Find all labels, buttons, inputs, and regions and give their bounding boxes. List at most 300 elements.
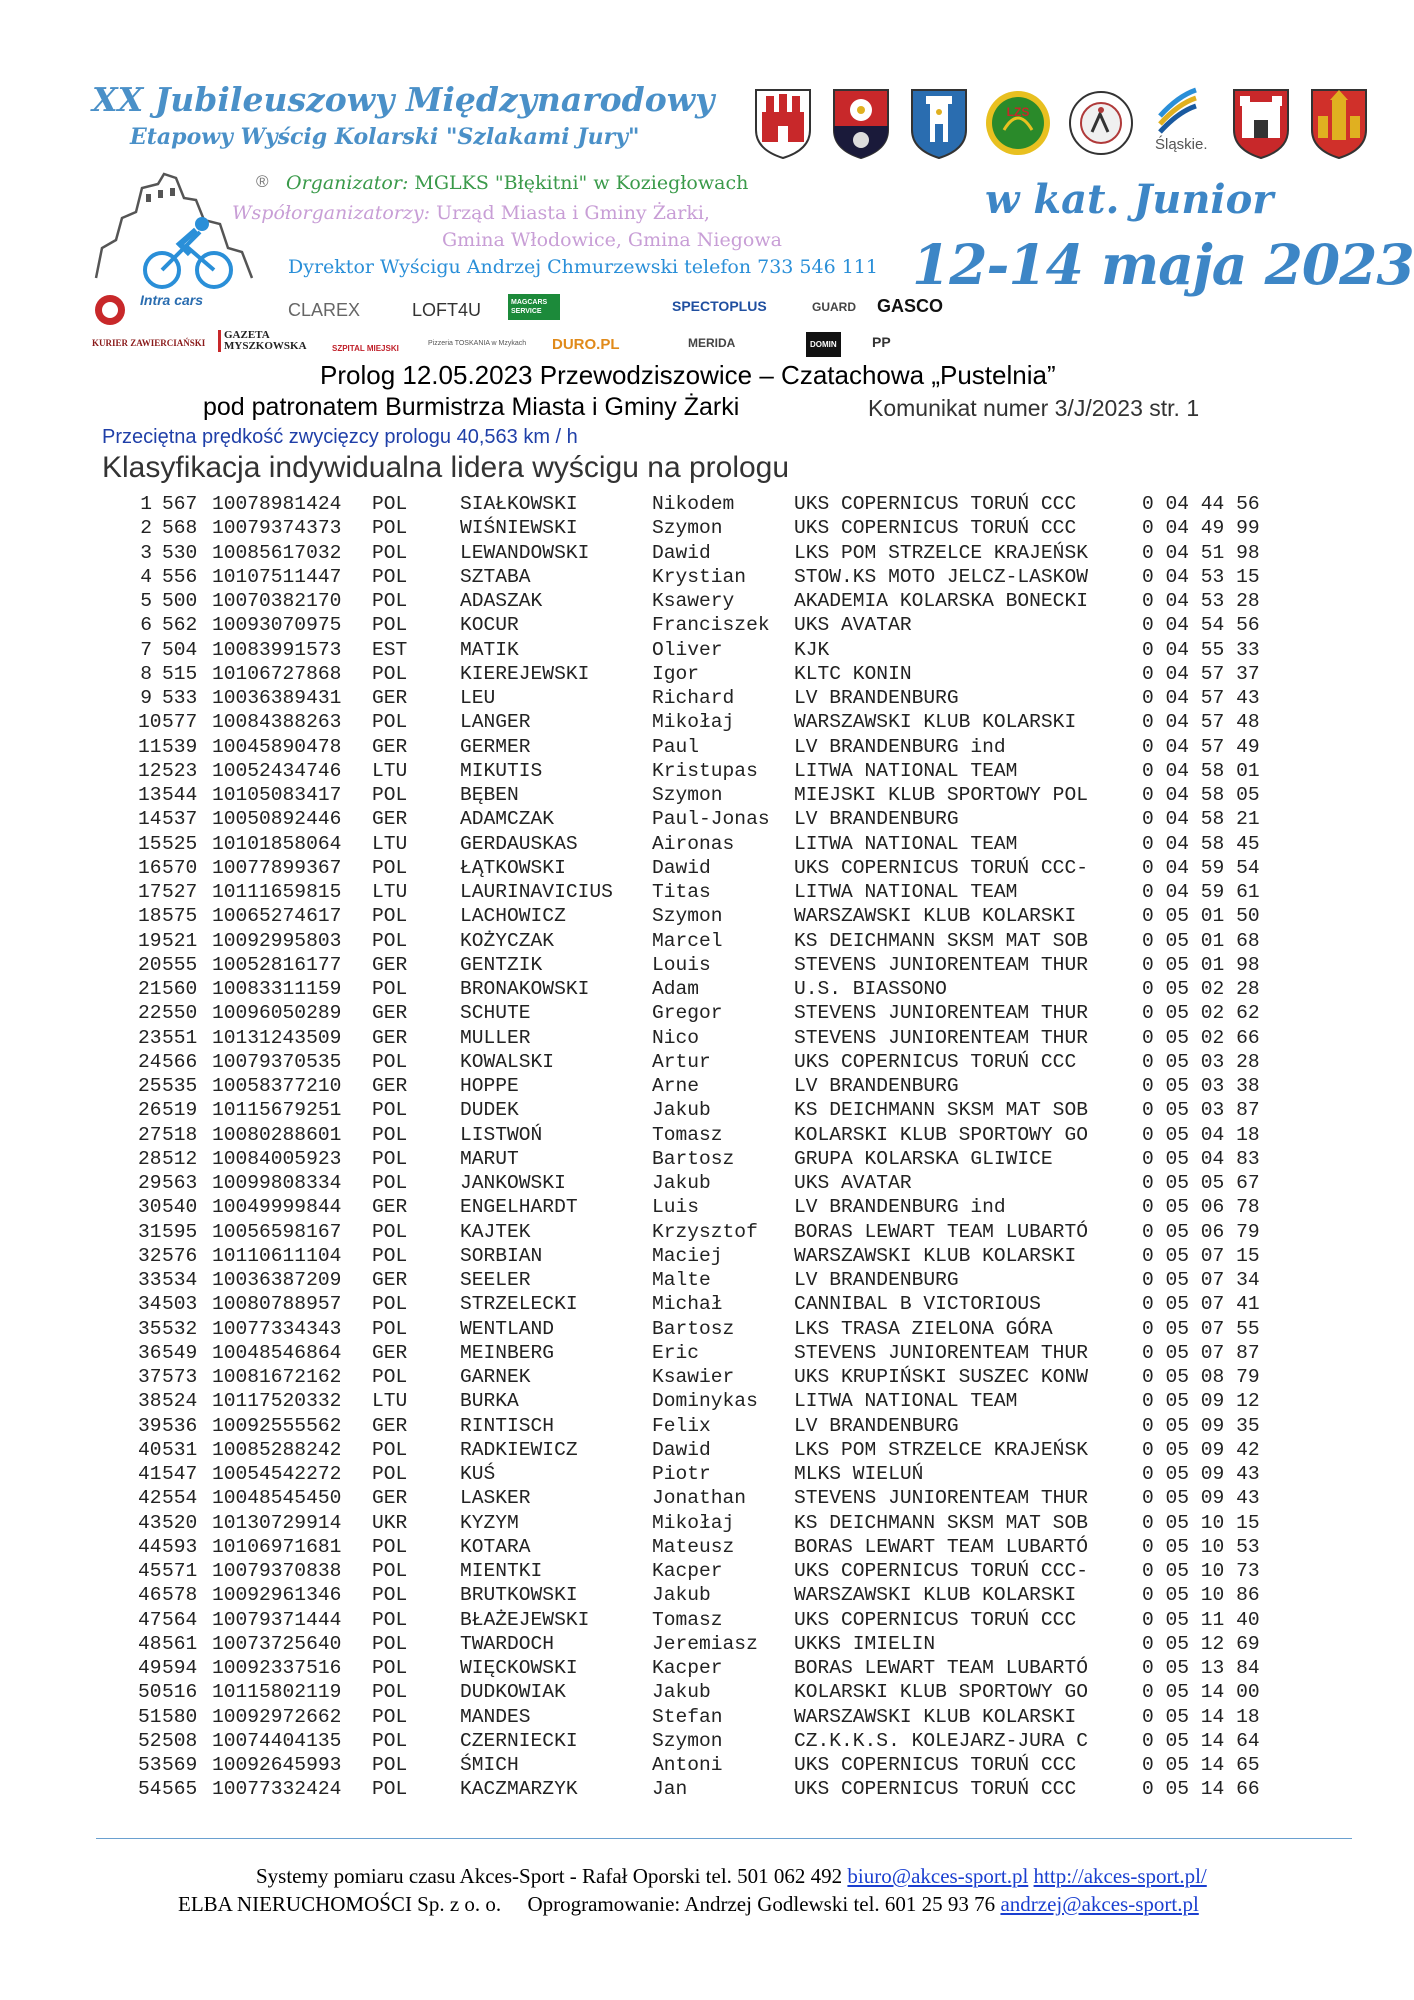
result-uci-id: 10131243509 [212, 1026, 342, 1049]
result-position: 26 [138, 1099, 162, 1122]
result-team: UKS AVATAR [794, 614, 912, 637]
result-team: LV BRANDENBURG [794, 1269, 959, 1291]
result-uci-id: 10079374373 [212, 517, 342, 540]
result-surname: STRZELECKI [460, 1293, 578, 1316]
result-uci-id: 10077899367 [212, 856, 342, 879]
result-position: 37 [138, 1366, 162, 1388]
sponsor-clarex: CLAREX [288, 300, 361, 320]
result-time: 0 04 59 61 [1142, 881, 1260, 903]
result-bib: 561 [162, 1632, 198, 1655]
result-nation: LTU [372, 832, 408, 855]
result-surname: SCHUTE [460, 1002, 531, 1025]
result-position: 28 [138, 1147, 162, 1170]
result-nation: POL [372, 1172, 408, 1194]
prolog-title: Prolog 12.05.2023 Przewodziszowice – Czatachowa „Pustelnia” [320, 360, 1056, 390]
result-team: UKS AVATAR [794, 1172, 912, 1194]
result-team: UKS COPERNICUS TORUŃ CCC- [794, 1560, 1088, 1582]
result-firstname: Franciszek [652, 614, 770, 637]
result-team: LKS POM STRZELCE KRAJEŃSK [794, 541, 1088, 564]
result-uci-id: 10036387209 [212, 1269, 342, 1291]
result-firstname: Louis [652, 953, 711, 976]
result-uci-id: 10092995803 [212, 929, 342, 952]
mglks-logo-icon [1068, 86, 1134, 160]
result-team: WARSZAWSKI KLUB KOLARSKI [794, 1244, 1077, 1267]
red-tower-crest-icon [1308, 86, 1370, 160]
result-surname: HOPPE [460, 1075, 519, 1097]
result-bib: 565 [162, 1778, 198, 1801]
event-subtitle: Etapowy Wyścig Kolarski "Szlakami Jury" [130, 124, 640, 150]
result-bib: 575 [162, 905, 198, 928]
result-nation: POL [372, 590, 408, 612]
result-bib: 593 [162, 1535, 198, 1558]
result-nation: POL [372, 1560, 408, 1582]
result-bib: 555 [162, 953, 198, 976]
result-firstname: Aironas [652, 832, 735, 855]
sponsor-logo-icon [92, 294, 128, 329]
result-team: LV BRANDENBURG [794, 1075, 959, 1097]
result-uci-id: 10083311159 [212, 978, 342, 1000]
result-bib: 503 [162, 1293, 198, 1316]
result-nation: POL [372, 1317, 408, 1340]
result-bib: 580 [162, 1705, 198, 1728]
result-time: 0 05 03 87 [1142, 1099, 1260, 1122]
result-position: 15 [138, 832, 162, 855]
result-team: BORAS LEWART TEAM LUBARTÓ [794, 1657, 1088, 1679]
sponsor-gasco: GASCO [877, 296, 944, 316]
result-team: UKS COPERNICUS TORUŃ CCC [794, 517, 1077, 540]
result-uci-id: 10083991573 [212, 638, 342, 661]
result-bib: 562 [162, 614, 198, 637]
result-bib: 576 [162, 1244, 198, 1267]
result-surname: BRUTKOWSKI [460, 1584, 578, 1607]
result-uci-id: 10092961346 [212, 1584, 342, 1607]
result-bib: 521 [162, 929, 198, 952]
result-uci-id: 10099808334 [212, 1172, 342, 1194]
result-surname: TWARDOCH [460, 1632, 555, 1655]
crests-row [752, 86, 1377, 162]
result-bib: 540 [162, 1196, 198, 1219]
result-uci-id: 10079370838 [212, 1560, 342, 1582]
result-team: LITWA NATIONAL TEAM [794, 759, 1018, 782]
result-nation: POL [372, 1366, 408, 1388]
result-bib: 518 [162, 1123, 198, 1146]
result-position: 20 [138, 953, 162, 976]
result-firstname: Adam [652, 978, 700, 1000]
result-team: KJK [794, 638, 830, 661]
result-nation: GER [372, 1341, 408, 1364]
result-team: KS DEICHMANN SKSM MAT SOB [794, 1099, 1088, 1122]
classification-title: Klasyfikacja indywidualna lidera wyścigu na prologu [102, 451, 790, 484]
result-team: UKS COPERNICUS TORUŃ CCC [794, 1050, 1077, 1073]
result-bib: 512 [162, 1147, 198, 1170]
result-firstname: Nikodem [652, 493, 735, 515]
result-position: 50 [138, 1681, 162, 1704]
result-bib: 549 [162, 1341, 198, 1364]
result-position: 51 [138, 1705, 162, 1728]
result-bib: 567 [162, 493, 198, 515]
result-surname: MATIK [460, 638, 519, 661]
result-position: 33 [138, 1269, 162, 1291]
result-time: 0 05 01 50 [1142, 905, 1260, 928]
result-nation: POL [372, 1050, 408, 1073]
result-team: U.S. BIASSONO [794, 978, 947, 1000]
result-bib: 568 [162, 517, 198, 540]
result-time: 0 04 59 54 [1142, 856, 1260, 879]
result-time: 0 05 02 28 [1142, 978, 1260, 1000]
result-time: 0 05 14 64 [1142, 1729, 1260, 1752]
result-time: 0 05 09 35 [1142, 1414, 1260, 1437]
result-bib: 519 [162, 1099, 198, 1122]
result-surname: WIĘCKOWSKI [460, 1657, 578, 1679]
result-nation: POL [372, 1463, 408, 1485]
result-position: 21 [138, 978, 162, 1000]
result-nation: POL [372, 1220, 408, 1243]
result-time: 0 04 57 37 [1142, 662, 1260, 685]
tower-crest-icon [908, 86, 970, 160]
result-surname: GERDAUSKAS [460, 832, 578, 855]
result-nation: POL [372, 493, 408, 515]
result-nation: POL [372, 711, 408, 734]
result-uci-id: 10085288242 [212, 1438, 342, 1461]
result-nation: POL [372, 1438, 408, 1461]
result-position: 39 [138, 1414, 162, 1437]
result-time: 0 05 05 67 [1142, 1172, 1260, 1194]
result-time: 0 05 11 40 [1142, 1608, 1260, 1631]
result-surname: MEINBERG [460, 1341, 555, 1364]
result-nation: POL [372, 1632, 408, 1655]
result-surname: KOWALSKI [460, 1050, 555, 1073]
result-firstname: Artur [652, 1050, 711, 1073]
result-nation: EST [372, 638, 408, 661]
result-firstname: Eric [652, 1341, 700, 1364]
result-position: 17 [138, 881, 162, 903]
result-uci-id: 10085617032 [212, 541, 342, 564]
sponsor-kurier: KURIER ZAWIERCIAŃSKI [92, 338, 206, 348]
result-firstname: Luis [652, 1196, 700, 1219]
result-team: STEVENS JUNIORENTEAM THUR [794, 1026, 1088, 1049]
result-surname: LEU [460, 687, 496, 709]
result-firstname: Nico [652, 1026, 700, 1049]
result-surname: KACZMARZYK [460, 1778, 578, 1801]
result-uci-id: 10092645993 [212, 1754, 342, 1776]
result-time: 0 04 58 21 [1142, 808, 1260, 831]
winner-speed: Przeciętna prędkość zwycięzcy prologu 40,563 km / h [102, 426, 578, 448]
result-time: 0 05 01 98 [1142, 953, 1260, 976]
organizer-name: MGLKS "Błękitni" w Koziegłowach [414, 172, 749, 194]
result-time: 0 05 03 28 [1142, 1050, 1260, 1073]
result-firstname: Dawid [652, 856, 711, 879]
result-nation: GER [372, 1196, 408, 1219]
result-nation: POL [372, 1099, 408, 1122]
result-position: 10 [138, 711, 162, 734]
result-bib: 569 [162, 1754, 198, 1776]
result-firstname: Kacper [652, 1560, 723, 1582]
result-bib: 544 [162, 784, 198, 806]
result-uci-id: 10058377210 [212, 1075, 342, 1097]
sponsor-loft4u: LOFT4U [412, 300, 482, 320]
result-bib: 547 [162, 1463, 198, 1485]
result-time: 0 05 12 69 [1142, 1632, 1260, 1655]
result-surname: KYZYM [460, 1511, 519, 1534]
result-team: MIEJSKI KLUB SPORTOWY POL [794, 784, 1088, 806]
result-surname: LAURINAVICIUS [460, 881, 613, 903]
result-nation: GER [372, 808, 408, 831]
result-time: 0 04 58 05 [1142, 784, 1260, 806]
sponsor-gazeta: GAZETA MYSZKOWSKA [218, 330, 296, 352]
result-uci-id: 10077332424 [212, 1778, 342, 1801]
result-bib: 595 [162, 1220, 198, 1243]
footer-email-link[interactable]: biuro@akces-sport.pl [847, 1864, 1029, 1888]
result-uci-id: 10048545450 [212, 1487, 342, 1510]
result-firstname: Oliver [652, 638, 723, 661]
result-firstname: Marcel [652, 929, 723, 952]
result-position: 6 [140, 614, 152, 637]
sponsor-merida: MERIDA [688, 336, 736, 350]
result-firstname: Igor [652, 662, 700, 685]
result-team: KLTC KONIN [794, 662, 912, 685]
result-bib: 500 [162, 590, 198, 612]
result-position: 47 [138, 1608, 162, 1631]
slaskie-label: Śląskie. [1155, 136, 1208, 153]
result-firstname: Krystian [652, 565, 747, 588]
result-position: 5 [140, 590, 152, 612]
result-position: 12 [138, 759, 162, 782]
result-nation: POL [372, 1754, 408, 1776]
result-bib: 508 [162, 1729, 198, 1752]
result-surname: KOŻYCZAK [460, 929, 555, 952]
result-team: LITWA NATIONAL TEAM [794, 1390, 1018, 1413]
result-surname: ADASZAK [460, 590, 543, 612]
result-bib: 566 [162, 1050, 198, 1073]
result-position: 42 [138, 1487, 162, 1510]
result-time: 0 04 57 49 [1142, 735, 1260, 758]
footer-line1 [256, 1864, 1207, 1889]
result-position: 34 [138, 1293, 162, 1316]
result-time: 0 05 14 00 [1142, 1681, 1260, 1704]
result-uci-id: 10115802119 [212, 1681, 342, 1704]
result-uci-id: 10073725640 [212, 1632, 342, 1655]
result-nation: LTU [372, 759, 408, 782]
result-nation: POL [372, 565, 408, 588]
result-uci-id: 10054542272 [212, 1463, 342, 1485]
result-position: 46 [138, 1584, 162, 1607]
result-position: 9 [140, 687, 152, 709]
result-position: 41 [138, 1463, 162, 1485]
result-nation: GER [372, 735, 408, 758]
result-team: UKS COPERNICUS TORUŃ CCC [794, 493, 1077, 515]
result-uci-id: 10106971681 [212, 1535, 342, 1558]
sponsor-szpital: SZPITAL MIEJSKI [332, 344, 399, 353]
sponsor-spectoplus: SPECTOPLUS [672, 298, 767, 314]
result-firstname: Szymon [652, 905, 723, 928]
sponsor-magcars: MAGCARS SERVICE [508, 294, 560, 320]
result-nation: GER [372, 1002, 408, 1025]
result-firstname: Mikołaj [652, 711, 735, 734]
result-surname: LACHOWICZ [460, 905, 566, 928]
result-team: AKADEMIA KOLARSKA BONECKI [794, 590, 1088, 612]
result-firstname: Mikołaj [652, 1511, 735, 1534]
result-surname: KAJTEK [460, 1220, 531, 1243]
result-surname: ŁĄTKOWSKI [460, 856, 566, 879]
result-time: 0 05 08 79 [1142, 1366, 1260, 1388]
result-position: 4 [140, 565, 152, 588]
result-time: 0 05 07 15 [1142, 1244, 1260, 1267]
result-position: 35 [138, 1317, 162, 1340]
result-bib: 524 [162, 1390, 198, 1413]
communique-number: Komunikat numer 3/J/2023 str. 1 [868, 395, 1200, 421]
result-nation: POL [372, 1584, 408, 1607]
sponsor-duro: DURO.PL [552, 336, 620, 353]
result-firstname: Felix [652, 1414, 711, 1437]
result-team: STOW.KS MOTO JELCZ-LASKOW [794, 565, 1088, 588]
result-firstname: Malte [652, 1269, 711, 1291]
result-firstname: Kacper [652, 1657, 723, 1679]
result-team: WARSZAWSKI KLUB KOLARSKI [794, 1584, 1077, 1607]
result-firstname: Dawid [652, 541, 711, 564]
result-time: 0 05 06 79 [1142, 1220, 1260, 1243]
result-bib: 516 [162, 1681, 198, 1704]
result-team: UKS COPERNICUS TORUŃ CCC- [794, 856, 1088, 879]
result-uci-id: 10106727868 [212, 662, 342, 685]
result-nation: POL [372, 541, 408, 564]
footer-timing-info: Systemy pomiaru czasu Akces-Sport - Rafał Oporski tel. 501 062 492 [256, 1864, 843, 1888]
result-position: 30 [138, 1196, 162, 1219]
result-uci-id: 10074404135 [212, 1729, 342, 1752]
footer-line2 [178, 1892, 1199, 1917]
result-surname: BURKA [460, 1390, 519, 1413]
result-surname: ADAMCZAK [460, 808, 555, 831]
result-uci-id: 10080788957 [212, 1293, 342, 1316]
result-team: LV BRANDENBURG [794, 687, 959, 709]
result-uci-id: 10045890478 [212, 735, 342, 758]
footer-divider [96, 1838, 1352, 1839]
result-uci-id: 10084005923 [212, 1147, 342, 1170]
result-surname: BĘBEN [460, 784, 519, 806]
result-position: 32 [138, 1244, 162, 1267]
result-time: 0 05 02 62 [1142, 1002, 1260, 1025]
result-team: LKS POM STRZELCE KRAJEŃSK [794, 1438, 1088, 1461]
result-time: 0 05 02 66 [1142, 1026, 1260, 1049]
result-firstname: Jakub [652, 1584, 711, 1607]
result-time: 0 05 09 43 [1142, 1463, 1260, 1485]
result-time: 0 04 49 99 [1142, 517, 1260, 540]
result-firstname: Mateusz [652, 1535, 735, 1558]
result-firstname: Krzysztof [652, 1220, 758, 1243]
event-title: XX Jubileuszowy Międzynarodowy [92, 80, 715, 119]
result-bib: 554 [162, 1487, 198, 1510]
coorganizers-block [232, 200, 782, 254]
result-surname: GARNEK [460, 1366, 531, 1388]
result-surname: SIAŁKOWSKI [460, 493, 578, 515]
result-firstname: Bartosz [652, 1317, 735, 1340]
result-position: 31 [138, 1220, 162, 1243]
footer-email2-link[interactable]: andrzej@akces-sport.pl [1000, 1892, 1199, 1916]
result-team: UKKS IMIELIN [794, 1632, 936, 1655]
sponsor-guard: GUARD [812, 300, 856, 314]
result-position: 22 [138, 1002, 162, 1025]
result-nation: POL [372, 1705, 408, 1728]
result-position: 1 [140, 493, 152, 515]
result-nation: POL [372, 1729, 408, 1752]
rose-crest-icon [830, 86, 892, 160]
coorganizers-label: Współorganizatorzy: [232, 202, 431, 224]
result-position: 45 [138, 1560, 162, 1582]
result-uci-id: 10111659815 [212, 881, 342, 903]
result-nation: POL [372, 856, 408, 879]
result-bib: 532 [162, 1317, 198, 1340]
footer-website-link[interactable]: http://akces-sport.pl/ [1033, 1864, 1207, 1888]
result-firstname: Kristupas [652, 759, 758, 782]
result-team: KS DEICHMANN SKSM MAT SOB [794, 1511, 1088, 1534]
result-position: 19 [138, 929, 162, 952]
race-director: Dyrektor Wyścigu Andrzej Chmurzewski telefon 733 546 111 [288, 256, 878, 278]
result-firstname: Titas [652, 881, 711, 903]
result-time: 0 05 04 83 [1142, 1147, 1260, 1170]
result-time: 0 05 13 84 [1142, 1657, 1260, 1679]
result-surname: DUDKOWIAK [460, 1681, 566, 1704]
result-uci-id: 10092972662 [212, 1705, 342, 1728]
result-position: 49 [138, 1657, 162, 1679]
result-team: UKS COPERNICUS TORUŃ CCC [794, 1778, 1077, 1801]
result-surname: SORBIAN [460, 1244, 543, 1267]
result-time: 0 05 07 41 [1142, 1293, 1260, 1316]
result-surname: RINTISCH [460, 1414, 555, 1437]
result-firstname: Gregor [652, 1002, 723, 1025]
result-bib: 535 [162, 1075, 198, 1097]
result-uci-id: 10117520332 [212, 1390, 342, 1413]
result-time: 0 04 57 43 [1142, 687, 1260, 709]
result-surname: ŚMICH [460, 1754, 519, 1776]
result-nation: POL [372, 614, 408, 637]
result-nation: POL [372, 929, 408, 952]
result-surname: LEWANDOWSKI [460, 541, 590, 564]
result-time: 0 05 07 55 [1142, 1317, 1260, 1340]
result-uci-id: 10078981424 [212, 493, 342, 515]
result-time: 0 04 58 01 [1142, 759, 1260, 782]
sponsor-pizzeria: Pizzeria TOSKANIA w Mzykach [428, 340, 527, 347]
result-position: 7 [140, 638, 152, 661]
result-firstname: Jan [652, 1778, 688, 1801]
result-firstname: Jakub [652, 1172, 711, 1194]
result-uci-id: 10101858064 [212, 832, 342, 855]
result-surname: MULLER [460, 1026, 531, 1049]
result-time: 0 04 55 33 [1142, 638, 1260, 661]
footer-company: ELBA NIERUCHOMOŚCI Sp. z o. o. [178, 1892, 502, 1916]
result-surname: JANKOWSKI [460, 1172, 566, 1194]
result-bib: 525 [162, 832, 198, 855]
result-firstname: Maciej [652, 1244, 723, 1267]
category-label: w kat. Junior [985, 176, 1274, 223]
result-position: 52 [138, 1729, 162, 1752]
result-time: 0 04 51 98 [1142, 541, 1260, 564]
result-nation: LTU [372, 1390, 408, 1413]
result-position: 18 [138, 905, 162, 928]
result-bib: 578 [162, 1584, 198, 1607]
result-nation: POL [372, 1657, 408, 1679]
result-bib: 594 [162, 1657, 198, 1679]
result-uci-id: 10110611104 [212, 1244, 342, 1267]
result-time: 0 05 03 38 [1142, 1075, 1260, 1097]
result-time: 0 05 10 53 [1142, 1535, 1260, 1558]
result-uci-id: 10081672162 [212, 1366, 342, 1388]
result-uci-id: 10048546864 [212, 1341, 342, 1364]
result-time: 0 05 04 18 [1142, 1123, 1260, 1146]
result-bib: 577 [162, 711, 198, 734]
result-uci-id: 10056598167 [212, 1220, 342, 1243]
result-team: LV BRANDENBURG ind [794, 1196, 1006, 1219]
result-position: 36 [138, 1341, 162, 1364]
result-surname: BŁAŻEJEWSKI [460, 1608, 590, 1631]
